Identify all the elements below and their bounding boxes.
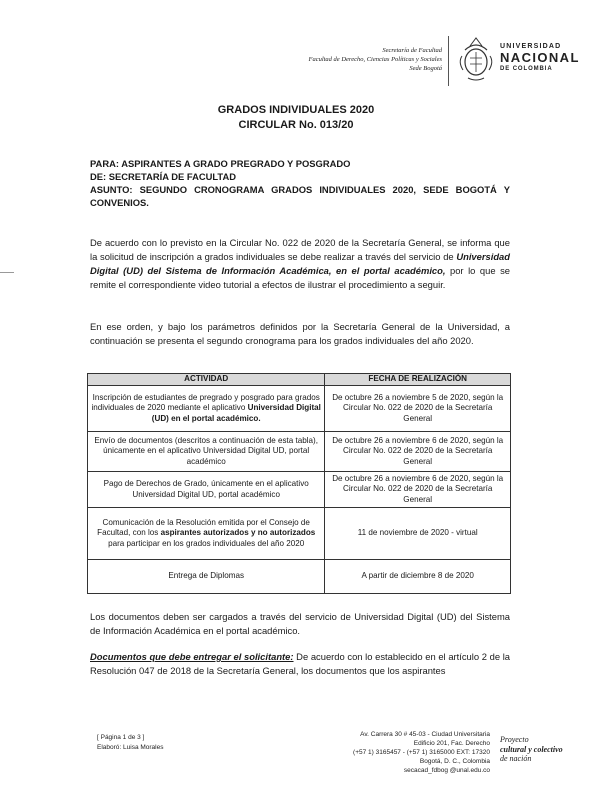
slogan-line: de nación [500,754,532,763]
activity-text-end: para participar en los grados individuales del año 2020 [108,538,305,548]
activity-cell [88,560,325,594]
email-line: secacad_fdbog @unal.edu.co [403,767,490,774]
paragraph-documents [90,650,510,678]
header-divider [448,36,449,86]
paragraph-upload: Los documentos deben ser cargados a través del servicio de Universidad Digital (UD) del Sistema de Información Académica en el portal académico. [90,611,510,636]
address-line: Av. Carrera 30 # 45-03 - Ciudad Universitaria [360,731,490,738]
date-cell: 11 de noviembre de 2020 - virtual [325,508,511,560]
column-header-activity: ACTIVIDAD [88,374,325,386]
office-line: Facultad de Derecho, Ciencias Políticas y Sociales [308,56,442,63]
date-cell: De octubre 26 a noviembre 6 de 2020, según la Circular No. 022 de 2020 de la Secretaría General [325,472,511,508]
address-line: (+57 1) 3165457 - (+57 1) 3165000 EXT: 17320 [353,749,490,756]
documents-lead: Documentos que debe entregar el solicitante: [90,651,294,662]
slogan-line: Proyecto [500,735,529,744]
date-cell: A partir de diciembre 8 de 2020 [325,560,511,594]
circular-number: CIRCULAR No. 013/20 [238,119,354,131]
activity-cell [88,386,325,432]
activity-emphasis: Universidad Digital (UD) en el portal académico. [151,403,321,423]
wordmark-line1: UNIVERSIDAD [500,43,562,50]
date-cell: De octubre 26 a noviembre 5 de 2020, según la Circular No. 022 de 2020 de la Secretaría General [325,386,511,432]
footer-project-slogan [500,735,563,764]
office-header [300,46,442,73]
slogan-line: cultural y colectivo [500,744,563,754]
office-line: Secretaría de Facultad [382,47,442,54]
wordmark-line3: DE COLOMBIA [500,66,553,72]
footer-left [97,733,163,753]
paragraph-intro-emphasis: Universidad Digital (UD) del Sistema de Información Académica, en el portal académico, [90,251,510,276]
table-row [88,560,511,594]
activity-cell [88,432,325,472]
date-cell: De octubre 26 a noviembre 6 de 2020, según la Circular No. 022 de 2020 de la Secretaría General [325,432,511,472]
activity-text: Pago de Derechos de Grado, únicamente en el aplicativo Universidad Digital UD, portal académico [103,479,309,499]
activity-text: Entrega de Diplomas [168,571,244,581]
activity-text: Comunicación de la Resolución emitida por el Consejo de Facultad, con los [97,517,310,538]
paragraph-intro-text-end: por lo que se remite el correspondiente video tutorial a efectos de ilustrar el procedimiento a seguir. [90,265,510,290]
paragraph-schedule-intro: En ese orden, y bajo los parámetros definidos por la Secretaría General de la Universidad, a continuación se presenta el segundo cronograma para los grados individuales del año 2020. [90,321,510,346]
memo-header [90,157,510,209]
margin-mark [0,272,14,273]
memo-de: DE: SECRETARÍA DE FACULTAD [90,171,236,182]
office-line: Sede Bogotá [409,65,442,72]
paragraph-intro [90,236,510,292]
elaborated-by: Elaboró: Luisa Morales [97,744,164,751]
table-header-row [88,374,511,386]
university-seal-icon [456,36,496,82]
memo-para: PARA: ASPIRANTES A GRADO PREGRADO Y POSGRADO [90,158,351,169]
schedule-table [87,373,511,594]
table-row [88,432,511,472]
table-row [88,508,511,560]
table-row [88,472,511,508]
paragraph-intro-text: De acuerdo con lo previsto en la Circular No. 022 de 2020 de la Secretaría General, se informa que la solicitud de inscripción a grados individuales se debe realizar a través del servicio de [90,237,510,262]
university-wordmark [500,42,580,73]
activity-emphasis: aspirantes autorizados y no autorizados [160,528,316,538]
page-number: [ Página 1 de 3 ] [97,734,145,741]
address-line: Bogotá, D. C., Colombia [419,758,490,765]
column-header-date: FECHA DE REALIZACIÓN [325,374,511,386]
wordmark-line2: NACIONAL [500,50,580,65]
memo-asunto: ASUNTO: SEGUNDO CRONOGRAMA GRADOS INDIVIDUALES 2020, SEDE BOGOTÁ Y CONVENIOS. [90,184,510,208]
address-line: Edificio 201, Fac. Derecho [413,740,490,747]
activity-text: Inscripción de estudiantes de pregrado y posgrado para grados individuales de 2020 mediante el aplicativo [91,392,320,413]
activity-text: Envío de documentos (descritos a continuación de esta tabla), únicamente en el aplicativo Universidad Digital UD, portal académico [94,435,319,466]
documents-text: De acuerdo con lo establecido en el artículo 2 de la Resolución 047 de 2018 de la Secretaría General, los documentos que los aspirantes [90,651,511,676]
activity-cell [88,508,325,560]
table-row [88,386,511,432]
footer-address [330,730,490,775]
activity-cell [88,472,325,508]
document-title: GRADOS INDIVIDUALES 2020 [217,104,375,116]
